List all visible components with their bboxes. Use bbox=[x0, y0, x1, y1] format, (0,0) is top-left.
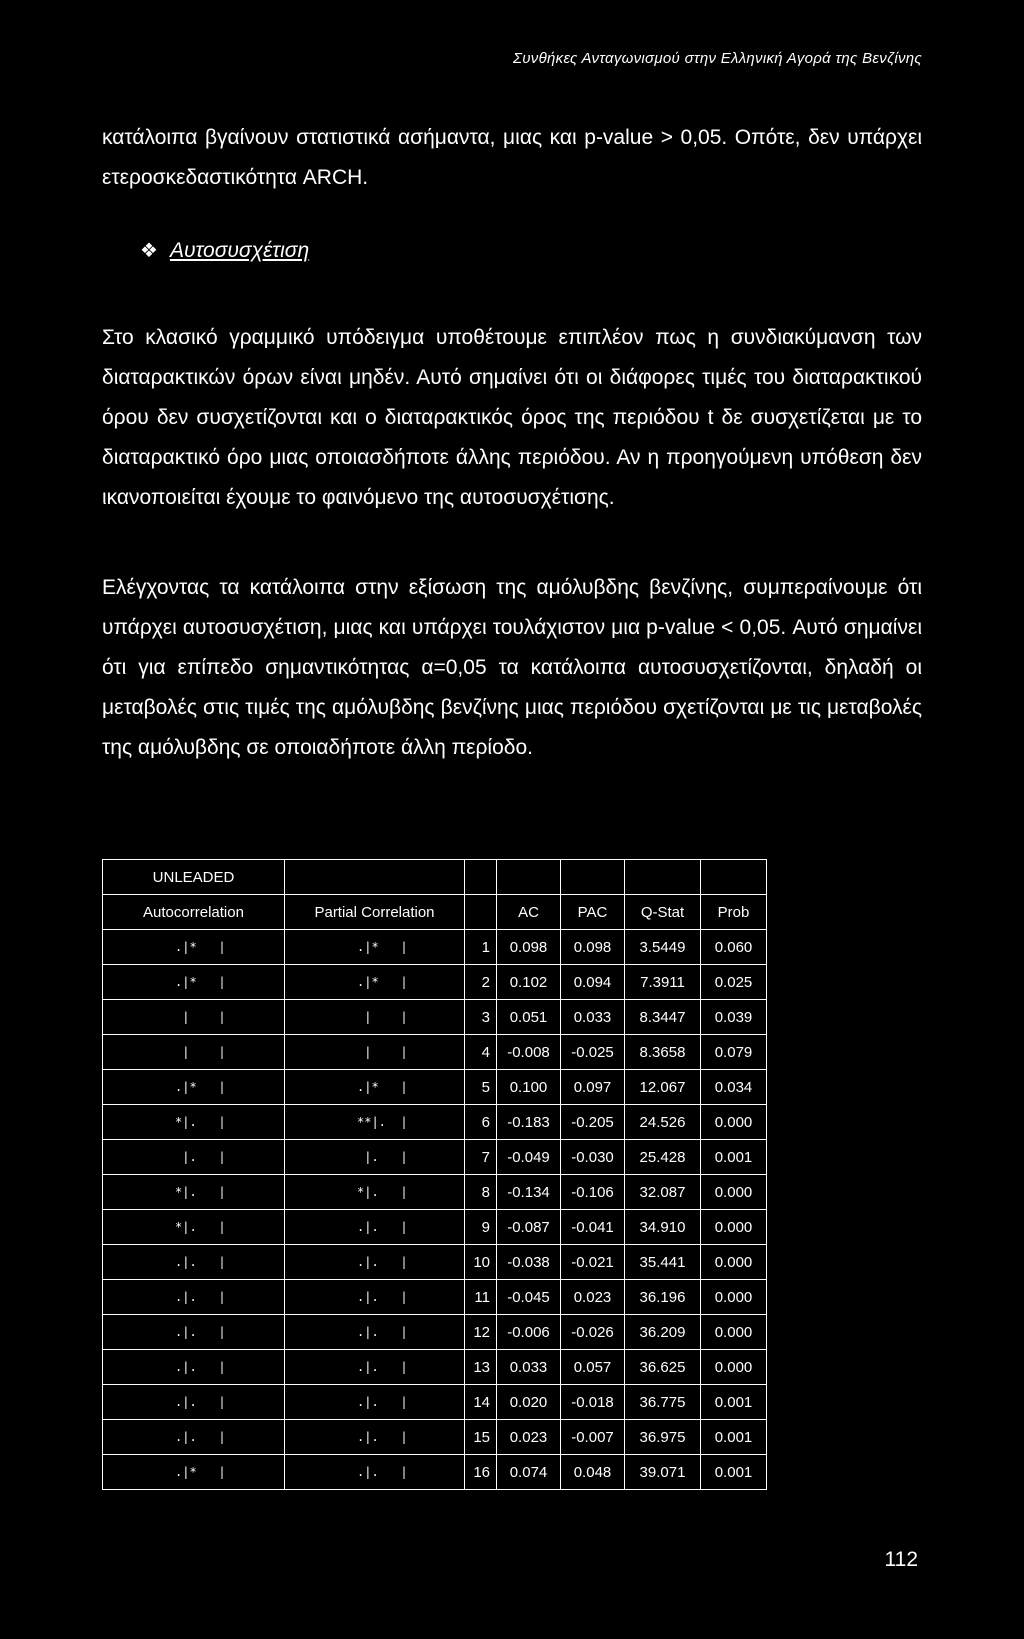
cell-ac: 0.074 bbox=[497, 1455, 561, 1490]
cell-lag: 14 bbox=[465, 1385, 497, 1420]
table-row bbox=[103, 1455, 767, 1490]
cell-prob: 0.000 bbox=[701, 1210, 767, 1245]
cell-partial: .|. | bbox=[285, 1420, 465, 1455]
table-title-row bbox=[103, 860, 767, 895]
cell-partial: .|. | bbox=[285, 1350, 465, 1385]
cell-lag: 10 bbox=[465, 1245, 497, 1280]
cell-lag: 12 bbox=[465, 1315, 497, 1350]
cell-q: 36.209 bbox=[625, 1315, 701, 1350]
cell-q: 32.087 bbox=[625, 1175, 701, 1210]
cell-ac: -0.038 bbox=[497, 1245, 561, 1280]
cell-q: 7.3911 bbox=[625, 965, 701, 1000]
paragraph-autocorrelation-definition: Στο κλασικό γραμμικό υπόδειγμα υποθέτουμε επιπλέον πως η συνδιακύμανση των διαταρακτικών όρων είναι μηδέν. Αυτό σημαίνει ότι οι διάφορες τιμές του διαταρακτικού όρου δεν συσχετίζονται και ο διαταρακτικός όρος της περιόδου t δε συσχετίζεται με το διαταρακτικό όρο μιας οποιασδήποτε άλλης περιόδου. Αν η προηγούμενη υπόθεση δεν ικανοποιείται έχουμε το φαινόμενο της αυτοσυσχέτισης. bbox=[102, 326, 922, 509]
cell-lag: 7 bbox=[465, 1140, 497, 1175]
cell-q: 3.5449 bbox=[625, 930, 701, 965]
cell-auto: .|* | bbox=[103, 930, 285, 965]
cell-auto: | | bbox=[103, 1035, 285, 1070]
cell-partial: | | bbox=[285, 1000, 465, 1035]
column-header: Q-Stat bbox=[625, 895, 701, 930]
cell-q: 39.071 bbox=[625, 1455, 701, 1490]
cell-lag: 3 bbox=[465, 1000, 497, 1035]
cell-partial: .|. | bbox=[285, 1315, 465, 1350]
cell-lag: 13 bbox=[465, 1350, 497, 1385]
cell-prob: 0.034 bbox=[701, 1070, 767, 1105]
cell-pac: 0.023 bbox=[561, 1280, 625, 1315]
column-header: Prob bbox=[701, 895, 767, 930]
cell-prob: 0.001 bbox=[701, 1455, 767, 1490]
cell-q: 36.975 bbox=[625, 1420, 701, 1455]
cell-partial: .|. | bbox=[285, 1245, 465, 1280]
cell-lag: 1 bbox=[465, 930, 497, 965]
column-header bbox=[465, 895, 497, 930]
cell-partial: **|. | bbox=[285, 1105, 465, 1140]
cell-partial: .|. | bbox=[285, 1280, 465, 1315]
cell-partial: .|. | bbox=[285, 1455, 465, 1490]
table-row bbox=[103, 965, 767, 1000]
paragraph-autocorrelation-result: Ελέγχοντας τα κατάλοιπα στην εξίσωση της αμόλυβδης βενζίνης, συμπεραίνουμε ότι υπάρχει αυτοσυσχέτιση, μιας και υπάρχει τουλάχιστον μια p-value < 0,05. Αυτό σημαίνει ότι για επίπεδο σημαντικότητας α=0,05 τα κατάλοιπα αυτοσυσχετίζονται, δηλαδή οι μεταβολές στις τιμές της αμόλυβδης βενζίνης μιας περιόδου σχετίζονται με τις μεταβολές της αμόλυβδης σε οποιαδήποτε άλλη περίοδο. bbox=[102, 576, 922, 759]
cell-auto: .|* | bbox=[103, 1455, 285, 1490]
table-row bbox=[103, 1420, 767, 1455]
cell-lag: 2 bbox=[465, 965, 497, 1000]
cell-ac: -0.006 bbox=[497, 1315, 561, 1350]
table-title: UNLEADED bbox=[103, 860, 285, 895]
cell-partial: .|* | bbox=[285, 930, 465, 965]
cell-lag: 5 bbox=[465, 1070, 497, 1105]
table-row bbox=[103, 1280, 767, 1315]
cell-ac: -0.134 bbox=[497, 1175, 561, 1210]
table-row bbox=[103, 1315, 767, 1350]
cell-partial: .|* | bbox=[285, 965, 465, 1000]
cell-partial: .|. | bbox=[285, 1385, 465, 1420]
cell-partial: | | bbox=[285, 1035, 465, 1070]
cell-prob: 0.001 bbox=[701, 1420, 767, 1455]
table-row bbox=[103, 1210, 767, 1245]
cell-pac: -0.030 bbox=[561, 1140, 625, 1175]
cell-pac: -0.007 bbox=[561, 1420, 625, 1455]
cell-ac: 0.098 bbox=[497, 930, 561, 965]
cell-prob: 0.001 bbox=[701, 1385, 767, 1420]
cell-auto: *|. | bbox=[103, 1175, 285, 1210]
cell-prob: 0.000 bbox=[701, 1105, 767, 1140]
page-number: 112 bbox=[884, 1548, 918, 1571]
diamond-bullet-icon: ❖ bbox=[140, 240, 156, 262]
table-header-row bbox=[103, 895, 767, 930]
cell-auto: .|. | bbox=[103, 1280, 285, 1315]
cell-partial: .|* | bbox=[285, 1070, 465, 1105]
cell-pac: 0.033 bbox=[561, 1000, 625, 1035]
cell-prob: 0.060 bbox=[701, 930, 767, 965]
paragraph-arch-conclusion: κατάλοιπα βγαίνουν στατιστικά ασήμαντα, μιας και p-value > 0,05. Οπότε, δεν υπάρχει ετεροσκεδαστικότητα ARCH. bbox=[102, 126, 922, 189]
cell-pac: 0.098 bbox=[561, 930, 625, 965]
table-row bbox=[103, 1035, 767, 1070]
cell-ac: 0.020 bbox=[497, 1385, 561, 1420]
cell-auto: .|* | bbox=[103, 965, 285, 1000]
cell-ac: -0.045 bbox=[497, 1280, 561, 1315]
cell-ac: -0.008 bbox=[497, 1035, 561, 1070]
cell-lag: 9 bbox=[465, 1210, 497, 1245]
cell-auto: .|. | bbox=[103, 1245, 285, 1280]
cell-pac: -0.021 bbox=[561, 1245, 625, 1280]
cell-ac: 0.023 bbox=[497, 1420, 561, 1455]
cell-prob: 0.001 bbox=[701, 1140, 767, 1175]
table-row bbox=[103, 1105, 767, 1140]
cell-q: 35.441 bbox=[625, 1245, 701, 1280]
cell-auto: .|* | bbox=[103, 1070, 285, 1105]
column-header: Autocorrelation bbox=[103, 895, 285, 930]
cell-prob: 0.000 bbox=[701, 1175, 767, 1210]
cell-pac: -0.041 bbox=[561, 1210, 625, 1245]
cell-q: 24.526 bbox=[625, 1105, 701, 1140]
cell-auto: | | bbox=[103, 1000, 285, 1035]
cell-auto: |. | bbox=[103, 1140, 285, 1175]
table-row bbox=[103, 1350, 767, 1385]
cell-partial: |. | bbox=[285, 1140, 465, 1175]
cell-pac: -0.018 bbox=[561, 1385, 625, 1420]
cell-prob: 0.000 bbox=[701, 1280, 767, 1315]
cell-lag: 15 bbox=[465, 1420, 497, 1455]
cell-q: 12.067 bbox=[625, 1070, 701, 1105]
section-title: Αυτοσυσχέτιση bbox=[169, 238, 310, 262]
section-heading bbox=[140, 238, 309, 263]
cell-lag: 16 bbox=[465, 1455, 497, 1490]
cell-q: 8.3658 bbox=[625, 1035, 701, 1070]
table-row bbox=[103, 1245, 767, 1280]
cell-prob: 0.025 bbox=[701, 965, 767, 1000]
cell-pac: -0.025 bbox=[561, 1035, 625, 1070]
column-header: Partial Correlation bbox=[285, 895, 465, 930]
cell-auto: .|. | bbox=[103, 1420, 285, 1455]
cell-prob: 0.079 bbox=[701, 1035, 767, 1070]
cell-prob: 0.000 bbox=[701, 1350, 767, 1385]
running-header: Συνθήκες Ανταγωνισμού στην Ελληνική Αγορά της Βενζίνης bbox=[512, 50, 922, 67]
cell-auto: .|. | bbox=[103, 1315, 285, 1350]
cell-auto: *|. | bbox=[103, 1210, 285, 1245]
cell-auto: *|. | bbox=[103, 1105, 285, 1140]
cell-q: 36.625 bbox=[625, 1350, 701, 1385]
cell-q: 36.196 bbox=[625, 1280, 701, 1315]
cell-lag: 4 bbox=[465, 1035, 497, 1070]
column-header: PAC bbox=[561, 895, 625, 930]
cell-lag: 6 bbox=[465, 1105, 497, 1140]
cell-auto: .|. | bbox=[103, 1350, 285, 1385]
table-row bbox=[103, 1070, 767, 1105]
cell-pac: -0.205 bbox=[561, 1105, 625, 1140]
cell-ac: -0.049 bbox=[497, 1140, 561, 1175]
table-row bbox=[103, 930, 767, 965]
cell-partial: *|. | bbox=[285, 1175, 465, 1210]
cell-ac: 0.102 bbox=[497, 965, 561, 1000]
cell-pac: -0.106 bbox=[561, 1175, 625, 1210]
cell-lag: 11 bbox=[465, 1280, 497, 1315]
cell-pac: 0.097 bbox=[561, 1070, 625, 1105]
cell-prob: 0.039 bbox=[701, 1000, 767, 1035]
cell-pac: 0.094 bbox=[561, 965, 625, 1000]
column-header: AC bbox=[497, 895, 561, 930]
cell-ac: -0.087 bbox=[497, 1210, 561, 1245]
table-row bbox=[103, 1000, 767, 1035]
cell-ac: 0.100 bbox=[497, 1070, 561, 1105]
cell-ac: 0.033 bbox=[497, 1350, 561, 1385]
cell-pac: -0.026 bbox=[561, 1315, 625, 1350]
cell-ac: -0.183 bbox=[497, 1105, 561, 1140]
table-row bbox=[103, 1385, 767, 1420]
table-row bbox=[103, 1175, 767, 1210]
cell-prob: 0.000 bbox=[701, 1315, 767, 1350]
cell-auto: .|. | bbox=[103, 1385, 285, 1420]
cell-q: 25.428 bbox=[625, 1140, 701, 1175]
cell-q: 34.910 bbox=[625, 1210, 701, 1245]
cell-pac: 0.048 bbox=[561, 1455, 625, 1490]
cell-lag: 8 bbox=[465, 1175, 497, 1210]
correlogram-table bbox=[102, 859, 767, 1490]
cell-q: 8.3447 bbox=[625, 1000, 701, 1035]
cell-partial: .|. | bbox=[285, 1210, 465, 1245]
table-row bbox=[103, 1140, 767, 1175]
cell-q: 36.775 bbox=[625, 1385, 701, 1420]
cell-pac: 0.057 bbox=[561, 1350, 625, 1385]
cell-ac: 0.051 bbox=[497, 1000, 561, 1035]
cell-prob: 0.000 bbox=[701, 1245, 767, 1280]
